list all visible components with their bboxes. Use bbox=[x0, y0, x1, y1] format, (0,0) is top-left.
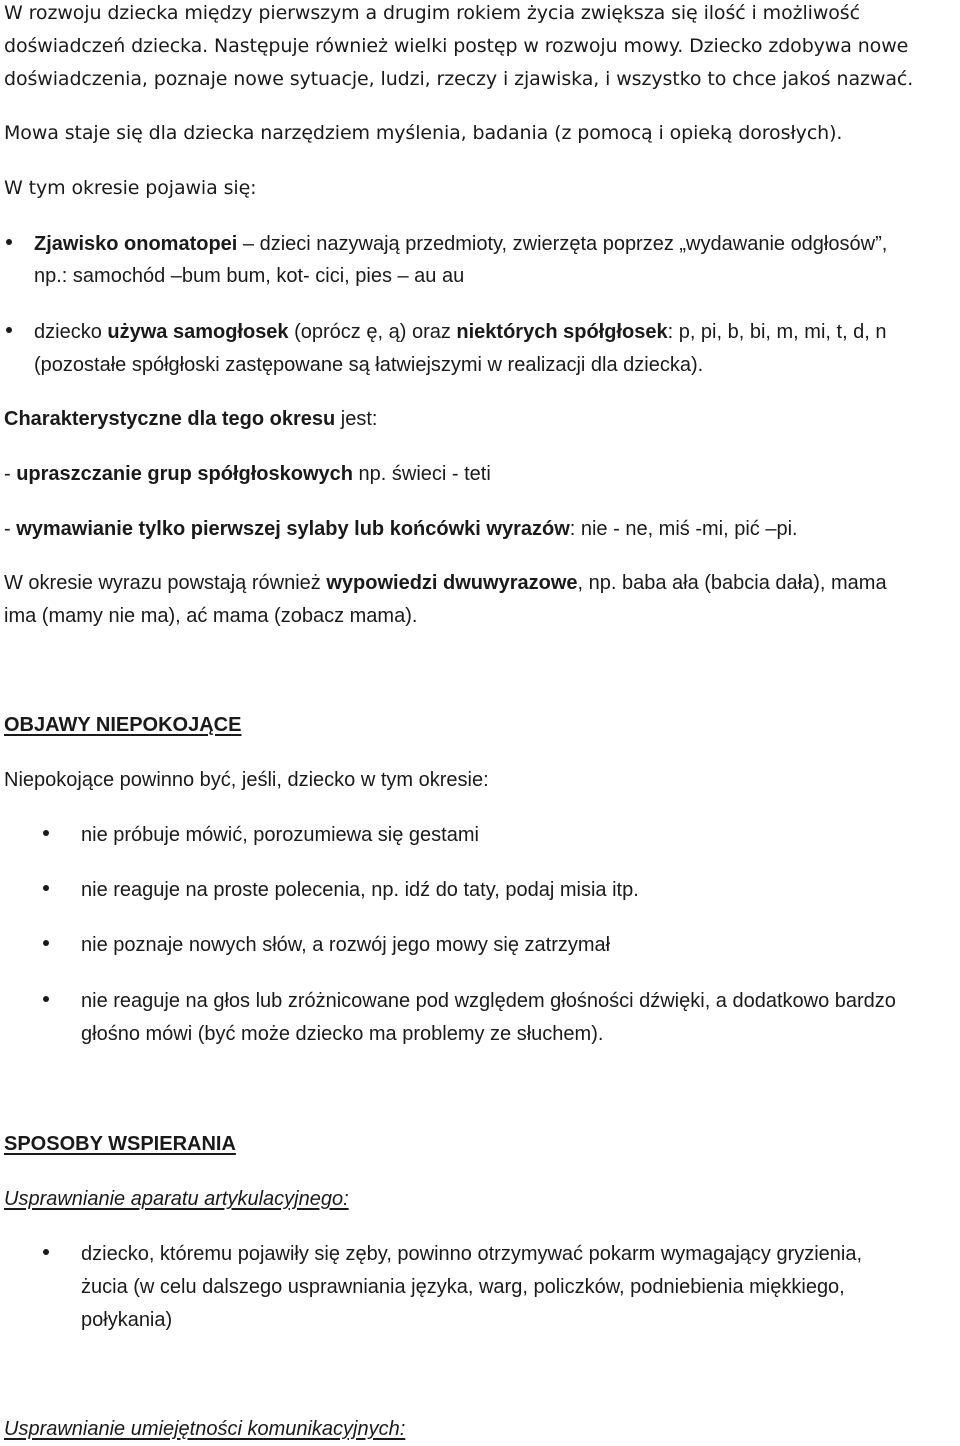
characteristic-1 bbox=[4, 464, 491, 484]
text: np. świeci - teti bbox=[352, 463, 491, 485]
objawy-intro: Niepokojące powinno być, jeśli, dziecko w tym okresie: bbox=[4, 769, 489, 791]
bullet-onomatopeia bbox=[34, 234, 887, 254]
text: - bbox=[4, 518, 17, 540]
objawy-item-4-line-2: głośno mówi (być może dziecko ma problemy ze słuchem). bbox=[81, 1023, 604, 1045]
bullet-phonemes bbox=[34, 322, 887, 342]
bold-term: używa samogłosek bbox=[107, 321, 289, 343]
bullet-onomatopeia-line-2: np.: samochód –bum bum, kot- cici, pies – au au bbox=[34, 265, 465, 287]
bullet-text: – dzieci nazywają przedmioty, zwierzęta poprzez „wydawanie odgłosów”, bbox=[237, 233, 888, 255]
subsection-communication: Usprawnianie umiejętności komunikacyjnych: bbox=[4, 1418, 406, 1440]
text: : p, pi, b, bi, m, mi, t, d, n bbox=[667, 321, 887, 343]
bold-term: upraszczanie grup spółgłoskowych bbox=[16, 463, 353, 485]
bullet-dot bbox=[43, 830, 49, 836]
text: (oprócz ę, ą) oraz bbox=[288, 321, 457, 343]
text: , np. baba ała (babcia dała), mama bbox=[577, 572, 887, 594]
objawy-item-2: nie reaguje na proste polecenia, np. idź do taty, podaj misia itp. bbox=[81, 879, 639, 901]
bold-term: wypowiedzi dwuwyrazowe bbox=[326, 572, 578, 594]
text: dziecko bbox=[34, 321, 108, 343]
objawy-item-3: nie poznaje nowych słów, a rozwój jego mowy się zatrzymał bbox=[81, 934, 611, 956]
bullet-dot bbox=[43, 885, 49, 891]
section-title-objawy: OBJAWY NIEPOKOJĄCE bbox=[4, 714, 242, 736]
intro-line-5: W tym okresie pojawia się: bbox=[4, 177, 257, 199]
articulation-item-line-2: żucia (w celu dalszego usprawniania języka, warg, policzków, podniebienia miękkiego, bbox=[81, 1276, 845, 1298]
bullet-dot bbox=[43, 940, 49, 946]
bullet-phonemes-line-2: (pozostałe spółgłoski zastępowane są łatwiejszymi w realizacji dla dziecka). bbox=[34, 354, 704, 376]
text: W okresie wyrazu powstają również bbox=[4, 572, 327, 594]
bold-term: Charakterystyczne dla tego okresu bbox=[4, 408, 336, 430]
bullet-dot bbox=[6, 327, 12, 333]
bullet-dot bbox=[43, 996, 49, 1002]
objawy-item-1: nie próbuje mówić, porozumiewa się gestami bbox=[81, 824, 479, 846]
section-title-sposoby: SPOSOBY WSPIERANIA bbox=[4, 1133, 236, 1155]
text: jest: bbox=[335, 408, 378, 430]
bold-term: niektórych spółgłosek bbox=[456, 321, 668, 343]
objawy-item-4: nie reaguje na głos lub zróżnicowane pod względem głośności dźwięki, a dodatkowo bardzo bbox=[81, 990, 896, 1012]
bold-term: Zjawisko onomatopei bbox=[34, 233, 238, 255]
characteristics-heading bbox=[4, 409, 378, 429]
intro-line-2: doświadczeń dziecka. Następuje również wielki postęp w rozwoju mowy. Dziecko zdobywa nowe bbox=[4, 35, 909, 57]
intro-line-1: W rozwoju dziecka między pierwszym a drugim rokiem życia zwiększa się ilość i możliwość bbox=[4, 2, 860, 24]
articulation-item-line-3: połykania) bbox=[81, 1309, 173, 1331]
characteristic-2 bbox=[4, 519, 798, 539]
bullet-dot bbox=[43, 1249, 49, 1255]
bullet-dot bbox=[6, 239, 12, 245]
characteristic-3-line-2: ima (mamy nie ma), ać mama (zobacz mama). bbox=[4, 605, 418, 627]
text: - bbox=[4, 463, 17, 485]
characteristic-3 bbox=[4, 573, 887, 593]
articulation-item-line-1: dziecko, któremu pojawiły się zęby, powinno otrzymywać pokarm wymagający gryzienia, bbox=[81, 1243, 863, 1265]
intro-line-3: doświadczenia, poznaje nowe sytuacje, ludzi, rzeczy i zjawiska, i wszystko to chce jakoś nazwać. bbox=[4, 68, 914, 90]
intro-line-4: Mowa staje się dla dziecka narzędziem myślenia, badania (z pomocą i opieką dorosłych). bbox=[4, 122, 843, 144]
subsection-articulation: Usprawnianie aparatu artykulacyjnego: bbox=[4, 1188, 349, 1210]
bold-term: wymawianie tylko pierwszej sylaby lub końcówki wyrazów bbox=[16, 518, 570, 540]
text: : nie - ne, miś -mi, pić –pi. bbox=[569, 518, 798, 540]
